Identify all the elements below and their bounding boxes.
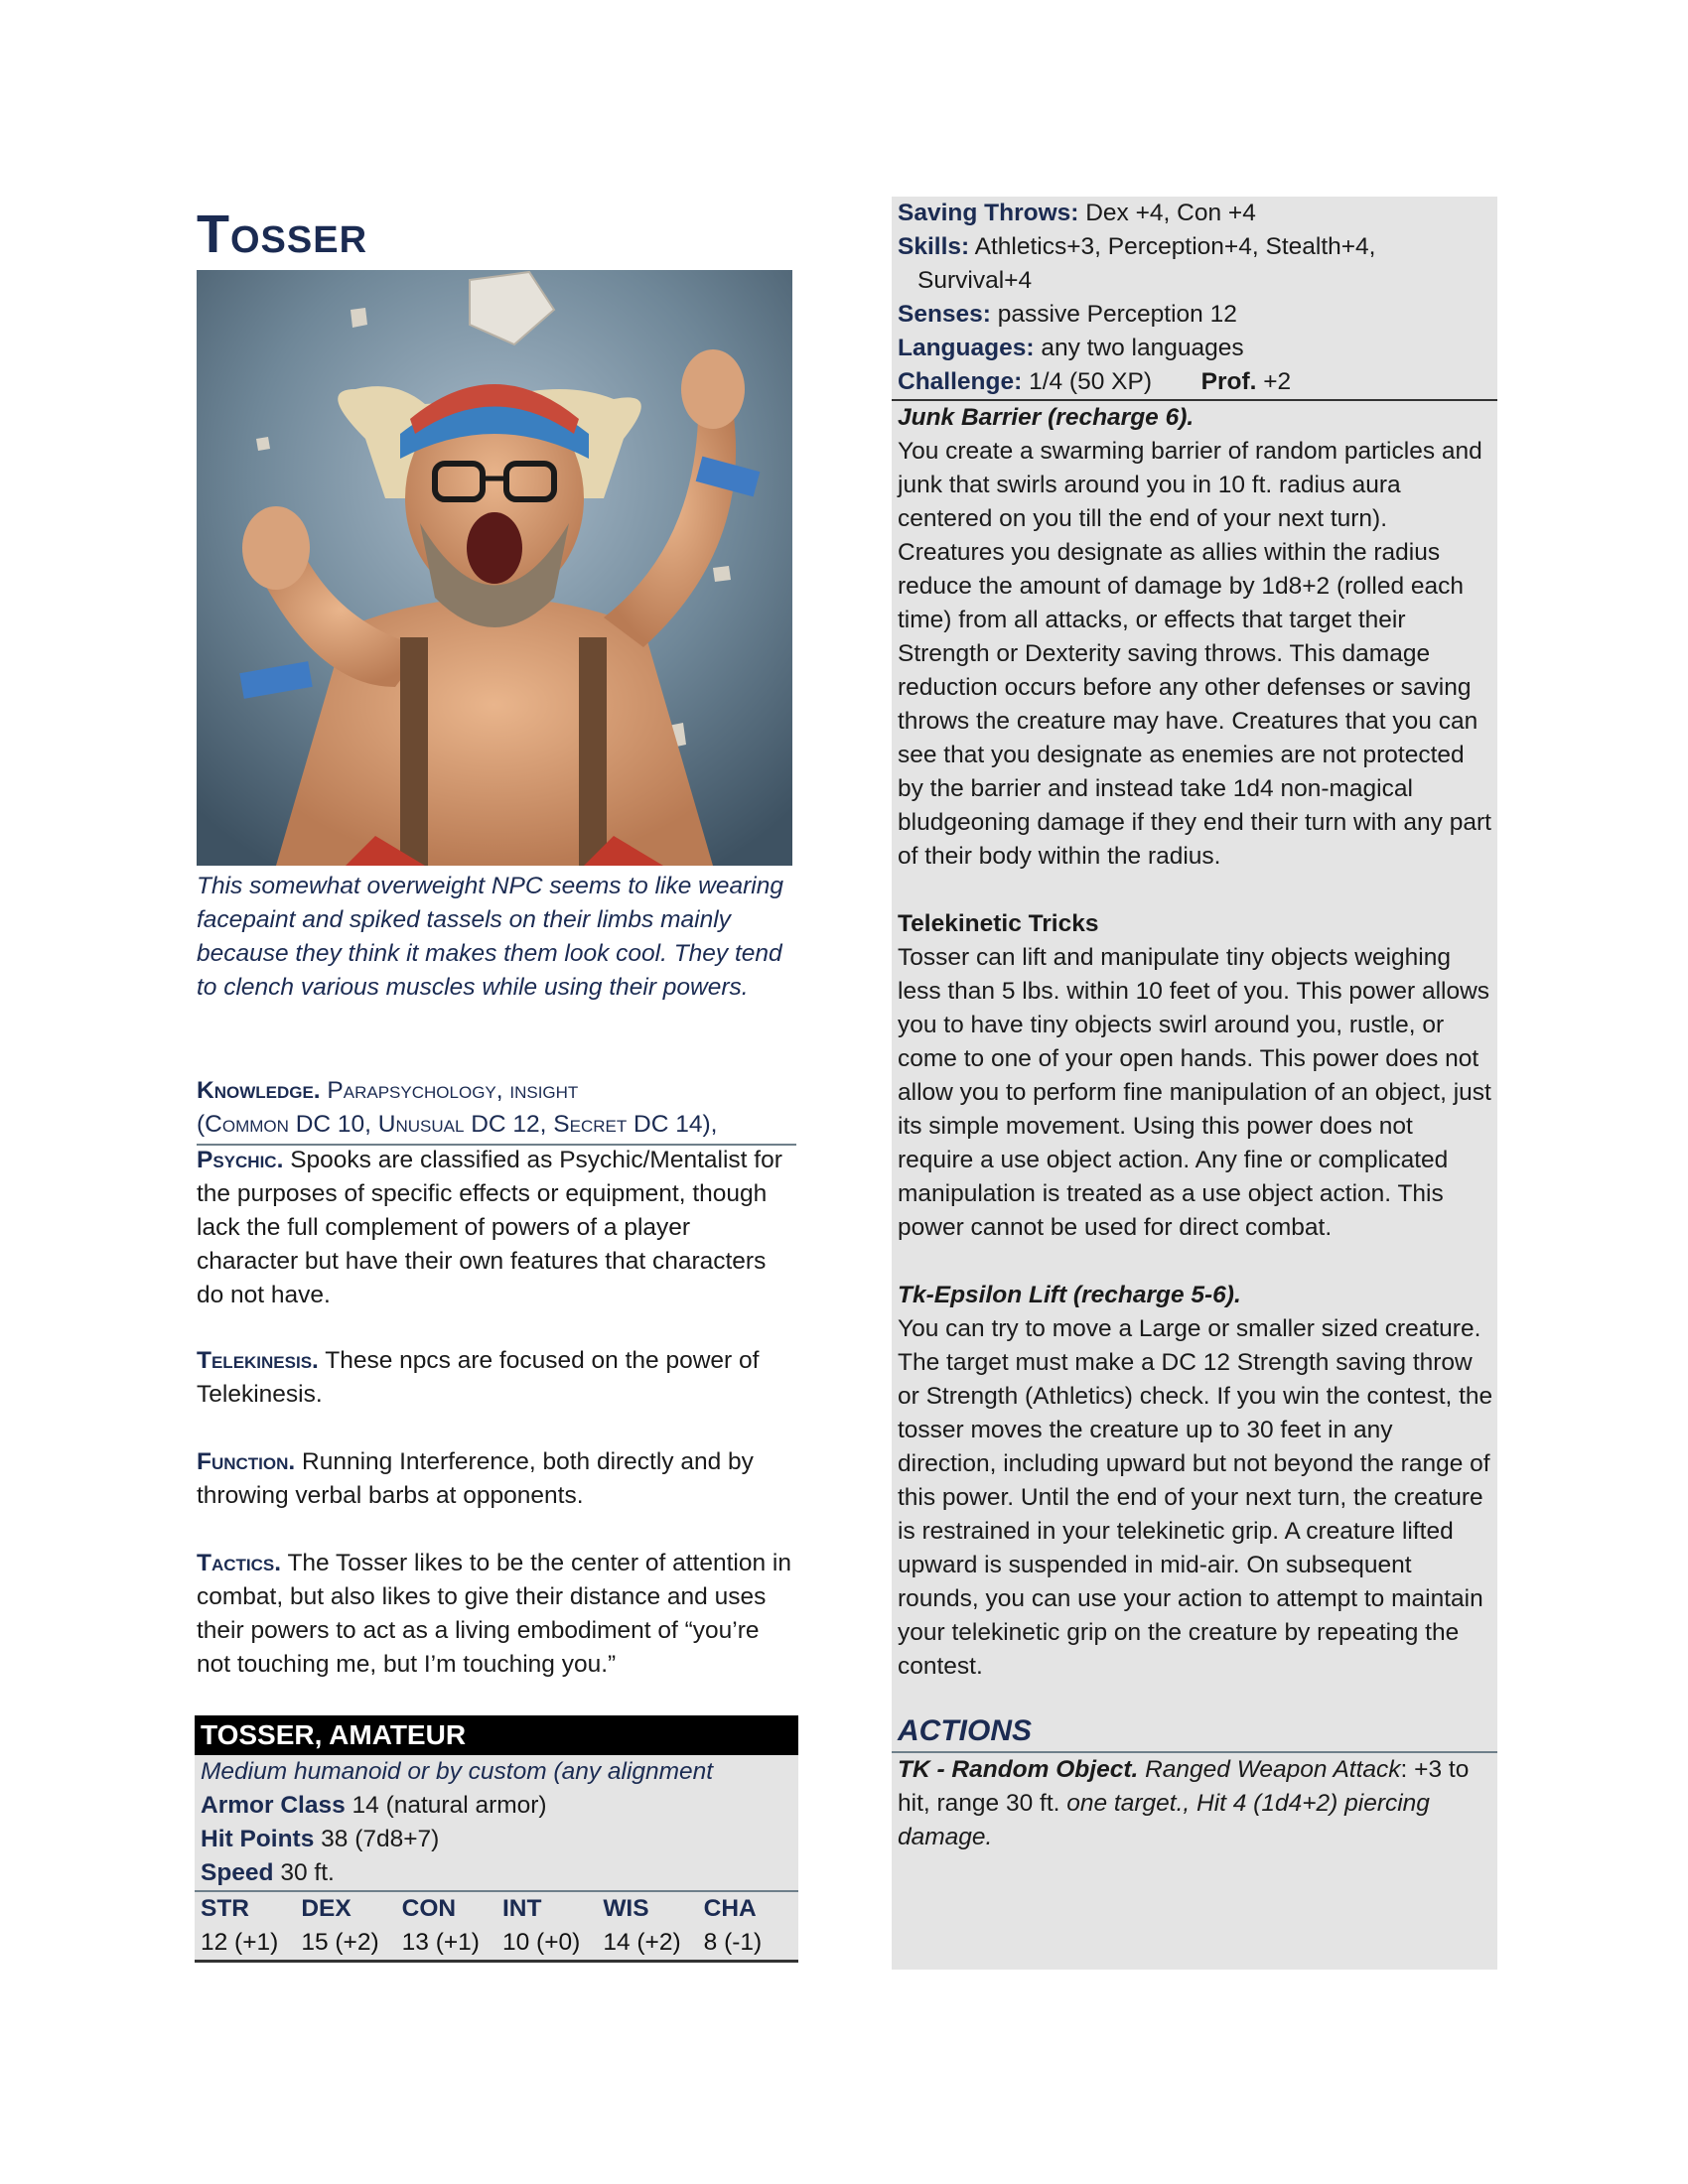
ability-value: 13 (+1) [401,1929,480,1956]
ability-value: 15 (+2) [301,1929,379,1956]
action-random-object [892,1753,1497,1854]
psychic-label: Psychic. [197,1147,284,1173]
languages-label: Languages: [898,335,1035,361]
feature-text: You create a swarming barrier of random particles and junk that swirls around you in 10 ft. radius aura centered on you till the end of your next turn). Creatures you designate as allies within the radius reduce the amount of damage by 1d8+2 (rolled each time) from all attacks, or effects that target their Strength or Dexterity saving throws. This damage reduction occurs before any other defenses or saving throws the creature may have. Creatures that you can see that you designate as enemies are not protected by the barrier and instead take 1d4 non-magical bludgeoning damage if they end their turn with any part of their body within the radius. [898,438,1491,870]
speed-row [195,1856,798,1890]
saving-throws-row [892,197,1497,230]
ability-values-row [195,1926,798,1962]
prof-label: Prof. [1200,368,1257,395]
actions-heading: ACTIONS [892,1711,1497,1753]
feature-text: Tosser can lift and manipulate tiny objects weighing less than 5 lbs. within 10 feet of you. This power allows you to have tiny objects swirl around you, rustle, or come to one of your open hands. This power does not allow you to perform fine manipulation of an object, just its simple movement. Using this power does not require a use object action. Any fine or complicated manipulation is treated as a use object action. This power cannot be used for direct combat. [898,944,1491,1241]
senses-label: Senses: [898,301,991,328]
action-attack-type: Ranged Weapon Attack [1145,1756,1401,1783]
character-portrait [197,270,792,866]
ability-value: 14 (+2) [603,1929,681,1956]
feature-title: Telekinetic Tricks [898,910,1099,937]
ability-name: CHA [703,1895,757,1922]
skills-row [892,230,1497,264]
portrait-illustration [197,270,792,866]
ability-name: CON [401,1895,457,1922]
languages-value: any two languages [1041,335,1244,361]
saving-throws-value: Dex +4, Con +4 [1085,200,1256,226]
hit-points-value: 38 (7d8+7) [321,1826,440,1852]
action-name: TK - Random Object. [898,1756,1139,1783]
challenge-label: Challenge: [898,368,1023,395]
feature-title: Tk-Epsilon Lift (recharge 5-6). [898,1282,1241,1308]
skills-label: Skills: [898,233,970,260]
statblock-continued [892,197,1497,1970]
telekinesis-label: Telekinesis. [197,1347,319,1374]
function-text: Running Interference, both directly and by throwing verbal barbs at opponents. [197,1448,754,1509]
function-label: Function. [197,1448,296,1475]
skills-value: Athletics+3, Perception+4, Stealth+4, [974,233,1376,260]
telekinesis-section [197,1344,796,1412]
ability-value: 12 (+1) [201,1929,279,1956]
statblock-details [892,197,1497,401]
ability-name: INT [501,1895,542,1922]
languages-row [892,332,1497,365]
knowledge-topics: Parapsychology, insight [327,1077,579,1104]
page-title: Tosser [197,205,368,264]
ability-name: WIS [603,1895,649,1922]
telekinesis-text: These npcs are focused on the power of Telekinesis. [197,1347,760,1408]
action-to-hit: : +3 to hit, range 30 ft. [898,1756,1470,1817]
ability-name: DEX [301,1895,352,1922]
saving-throws-label: Saving Throws: [898,200,1079,226]
ability-names-row [195,1891,798,1926]
tactics-text: The Tosser likes to be the center of attention in combat, but also likes to give their distance and uses their powers to act as a living embodiment of “you’re not touching me, but I’m touching you.” [197,1550,791,1678]
feature-title: Junk Barrier (recharge 6). [898,404,1195,431]
knowledge-dcs: (Common DC 10, Unusual DC 12, Secret DC 14), [197,1111,718,1138]
knowledge-label: Knowledge. [197,1077,321,1104]
tactics-section [197,1547,796,1682]
feature-telekinetic-tricks [892,907,1497,1245]
function-section [197,1445,796,1513]
speed-value: 30 ft. [280,1859,335,1886]
knowledge-section [197,1074,796,1146]
creature-type: Medium humanoid or by custom (any alignment [201,1758,714,1785]
armor-class-row [195,1789,798,1823]
armor-class-label: Armor Class [201,1792,346,1819]
prof-value: +2 [1263,368,1292,395]
portrait-caption: This somewhat overweight NPC seems to like wearing facepaint and spiked tassels on their limbs mainly because they think it makes them look cool. They tend to clench various muscles while using their powers. [197,873,783,1001]
skills-value-cont: Survival+4 [917,267,1033,294]
hit-points-row [195,1823,798,1856]
feature-text: You can try to move a Large or smaller sized creature. The target must make a DC 12 Strength saving throw or Strength (Athletics) check. If you win the contest, the tosser moves the creature up to 30 feet in any direction, including upward but not beyond the range of this power. Until the end of your next turn, the creature is restrained in your telekinetic grip. A creature lifted upward is suspended in mid-air. On subsequent rounds, you can use your action to attempt to maintain your telekinetic grip on the creature by repeating the contest. [898,1315,1493,1680]
tactics-label: Tactics. [197,1550,282,1576]
challenge-value: 1/4 (50 XP) [1029,368,1152,395]
challenge-row [892,365,1497,399]
ability-scores-table [195,1890,798,1963]
statblock-main [195,1715,798,1963]
ability-value: 10 (+0) [501,1929,581,1956]
hit-points-label: Hit Points [201,1826,315,1852]
armor-class-value: 14 (natural armor) [352,1792,547,1819]
action-hit: one target., Hit 4 (1d4+2) piercing damage. [898,1790,1430,1850]
psychic-section [197,1144,796,1312]
senses-value: passive Perception 12 [997,301,1237,328]
senses-row [892,298,1497,332]
statblock-name: TOSSER, AMATEUR [195,1715,798,1755]
ability-name: STR [201,1895,249,1922]
feature-junk-barrier [892,401,1497,874]
speed-label: Speed [201,1859,274,1886]
psychic-text: Spooks are classified as Psychic/Mentalist for the purposes of specific effects or equipment, though lack the full complement of powers of a player character but have their own features that characters do not have. [197,1147,782,1308]
feature-tk-epsilon-lift [892,1279,1497,1684]
ability-value: 8 (-1) [703,1929,763,1956]
